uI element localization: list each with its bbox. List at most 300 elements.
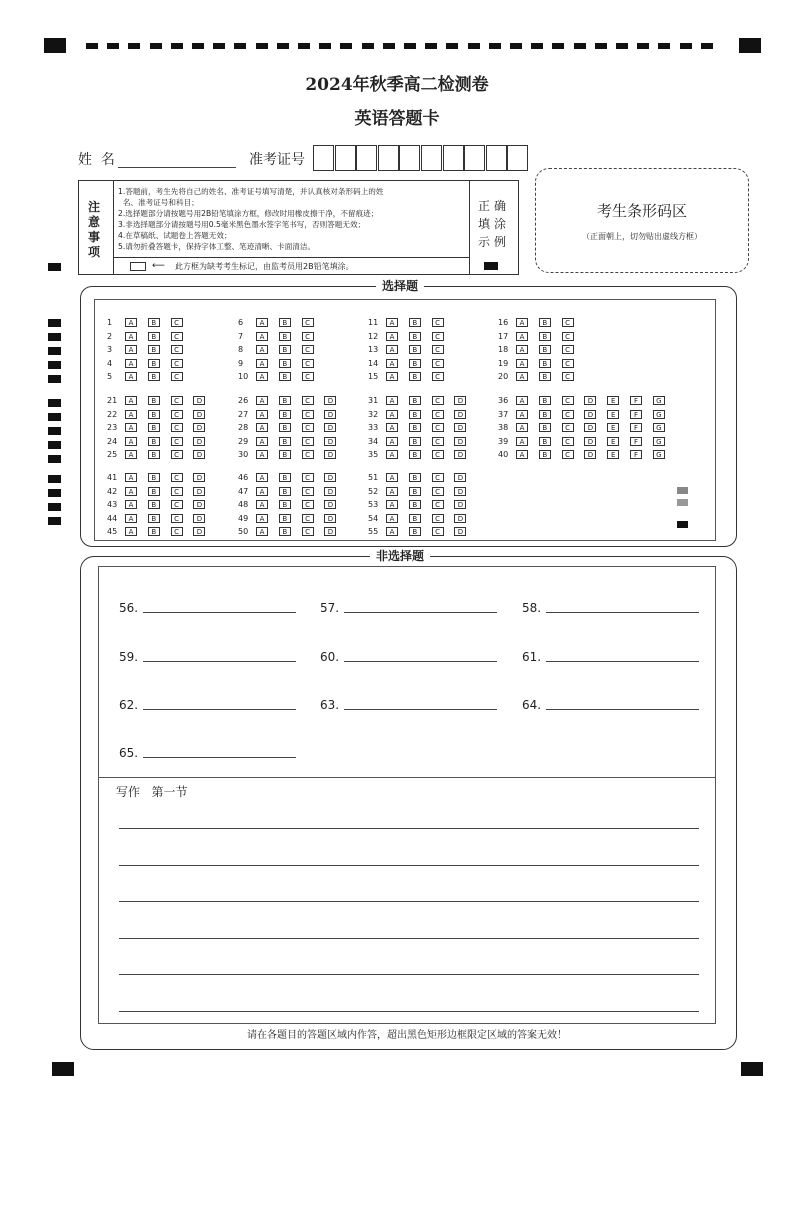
timing-mark (404, 43, 416, 49)
answer-option[interactable]: C (562, 318, 574, 327)
answer-option[interactable]: C (562, 345, 574, 354)
blank-answer-line[interactable] (344, 612, 497, 613)
answer-option[interactable]: D (584, 423, 596, 432)
filled-example-mark (484, 262, 498, 270)
answer-option[interactable]: A (125, 473, 137, 482)
answer-option[interactable]: A (256, 318, 268, 327)
answer-option[interactable]: B (148, 332, 160, 341)
answer-option[interactable]: C (302, 450, 314, 459)
answer-option[interactable]: C (432, 359, 444, 368)
answer-option[interactable]: A (386, 487, 398, 496)
answer-option[interactable]: B (279, 500, 291, 509)
answer-option[interactable]: A (125, 423, 137, 432)
example-heading-char: 示 (478, 235, 491, 249)
answer-option[interactable]: F (630, 450, 642, 459)
question-number: 54 (368, 513, 379, 523)
answer-option[interactable]: D (193, 487, 205, 496)
answer-option[interactable]: B (539, 345, 551, 354)
footer-warning: 请在各题目的答题区域内作答，超出黑色矩形边框限定区域的答案无效！ (247, 1030, 567, 1041)
notes-divider-right (469, 180, 470, 275)
answer-option[interactable]: C (562, 450, 574, 459)
answer-option[interactable]: C (171, 372, 183, 381)
notes-heading-char: 注 (88, 200, 101, 214)
answer-option[interactable]: A (125, 514, 137, 523)
answer-option[interactable]: D (324, 487, 336, 496)
answer-option[interactable]: C (432, 396, 444, 405)
id-digit-box[interactable] (335, 145, 356, 171)
answer-option[interactable]: C (302, 359, 314, 368)
answer-option[interactable]: A (256, 359, 268, 368)
writing-line[interactable] (119, 938, 699, 939)
answer-option[interactable]: B (539, 396, 551, 405)
question-number: 47 (238, 486, 249, 496)
answer-option[interactable]: B (409, 473, 421, 482)
answer-option[interactable]: A (516, 437, 528, 446)
timing-mark (234, 43, 246, 49)
answer-option[interactable]: C (432, 450, 444, 459)
answer-option[interactable]: A (125, 359, 137, 368)
blank-answer-line[interactable] (546, 709, 699, 710)
answer-option[interactable]: D (193, 396, 205, 405)
answer-option[interactable]: B (409, 410, 421, 419)
answer-option[interactable]: D (193, 437, 205, 446)
objective-section-label: 选择题 (376, 279, 424, 293)
answer-option[interactable]: B (279, 396, 291, 405)
answer-option[interactable]: D (324, 437, 336, 446)
question-number: 29 (238, 436, 249, 446)
answer-option[interactable]: C (171, 318, 183, 327)
answer-option[interactable]: C (432, 437, 444, 446)
answer-option[interactable]: A (386, 437, 398, 446)
answer-option[interactable]: A (516, 359, 528, 368)
question-number: 3 (107, 345, 113, 355)
answer-option[interactable]: A (386, 410, 398, 419)
answer-option[interactable]: B (409, 514, 421, 523)
objective-inner-frame (94, 299, 716, 541)
answer-option[interactable]: D (193, 423, 205, 432)
answer-option[interactable]: E (607, 410, 619, 419)
answer-option[interactable]: B (148, 437, 160, 446)
answer-option[interactable]: A (125, 500, 137, 509)
question-number: 9 (238, 358, 244, 368)
answer-option[interactable]: B (409, 527, 421, 536)
answer-option[interactable]: A (386, 345, 398, 354)
id-digit-box[interactable] (443, 145, 464, 171)
answer-option[interactable]: B (539, 437, 551, 446)
answer-option[interactable]: B (279, 527, 291, 536)
answer-option[interactable]: C (171, 450, 183, 459)
name-field[interactable] (118, 167, 236, 168)
answer-option[interactable]: C (171, 332, 183, 341)
writing-divider (98, 777, 716, 778)
answer-option[interactable]: A (386, 332, 398, 341)
answer-option[interactable]: C (562, 372, 574, 381)
notes-line: 4.在草稿纸、试题卷上答题无效； (118, 231, 232, 240)
answer-option[interactable]: A (256, 514, 268, 523)
answer-option[interactable]: C (432, 410, 444, 419)
answer-option[interactable]: D (454, 410, 466, 419)
answer-option[interactable]: B (148, 318, 160, 327)
answer-option[interactable]: D (584, 396, 596, 405)
blank-answer-line[interactable] (143, 709, 296, 710)
question-number: 17 (498, 331, 509, 341)
answer-option[interactable]: B (409, 396, 421, 405)
answer-option[interactable]: G (653, 410, 665, 419)
answer-option[interactable]: G (653, 450, 665, 459)
blank-answer-line[interactable] (344, 661, 497, 662)
answer-option[interactable]: A (516, 332, 528, 341)
timing-mark (128, 43, 140, 49)
answer-option[interactable]: F (630, 423, 642, 432)
answer-option[interactable]: B (148, 473, 160, 482)
answer-option[interactable]: C (302, 318, 314, 327)
answer-option[interactable]: B (279, 318, 291, 327)
answer-option[interactable]: B (148, 527, 160, 536)
answer-option[interactable]: A (516, 410, 528, 419)
answer-option[interactable]: A (125, 318, 137, 327)
absent-checkbox[interactable] (130, 262, 146, 271)
timing-mark (256, 43, 268, 49)
answer-option[interactable]: B (409, 487, 421, 496)
answer-option[interactable]: A (516, 318, 528, 327)
answer-option[interactable]: B (148, 423, 160, 432)
answer-option[interactable]: A (386, 450, 398, 459)
answer-option[interactable]: C (562, 359, 574, 368)
example-heading-char: 确 (494, 199, 507, 213)
writing-line[interactable] (119, 901, 699, 902)
barcode-note: （正面朝上，切勿贴出虚线方框） (582, 232, 702, 241)
answer-option[interactable]: G (653, 437, 665, 446)
answer-option[interactable]: C (171, 410, 183, 419)
answer-option[interactable]: A (125, 527, 137, 536)
timing-mark (48, 361, 61, 369)
answer-option[interactable]: D (324, 527, 336, 536)
answer-option[interactable]: C (432, 345, 444, 354)
answer-option[interactable]: B (409, 345, 421, 354)
answer-option[interactable]: C (432, 500, 444, 509)
answer-option[interactable]: F (630, 437, 642, 446)
answer-option[interactable]: C (302, 332, 314, 341)
answer-option[interactable]: A (386, 500, 398, 509)
answer-option[interactable]: D (193, 514, 205, 523)
answer-option[interactable]: C (302, 410, 314, 419)
writing-line[interactable] (119, 865, 699, 866)
name-label: 姓 名 (78, 152, 115, 168)
answer-option[interactable]: B (409, 423, 421, 432)
id-digit-box[interactable] (421, 145, 442, 171)
answer-option[interactable]: C (432, 372, 444, 381)
answer-option[interactable]: B (539, 423, 551, 432)
answer-option[interactable]: D (584, 437, 596, 446)
answer-option[interactable]: A (125, 345, 137, 354)
answer-option[interactable]: C (171, 500, 183, 509)
answer-option[interactable]: C (432, 487, 444, 496)
id-digit-box[interactable] (356, 145, 377, 171)
timing-mark (86, 43, 98, 49)
subjective-section-label: 非选择题 (370, 549, 430, 563)
answer-option[interactable]: D (584, 450, 596, 459)
blank-number: 65. (119, 746, 139, 760)
answer-option[interactable]: B (279, 423, 291, 432)
answer-option[interactable]: A (386, 527, 398, 536)
answer-option[interactable]: D (324, 514, 336, 523)
answer-option[interactable]: G (653, 396, 665, 405)
answer-option[interactable]: D (193, 527, 205, 536)
answer-option[interactable]: D (193, 410, 205, 419)
answer-option[interactable]: C (171, 345, 183, 354)
timing-mark (701, 43, 713, 49)
answer-option[interactable]: A (125, 410, 137, 419)
answer-option[interactable]: C (562, 410, 574, 419)
answer-option[interactable]: B (539, 450, 551, 459)
answer-option[interactable]: A (125, 396, 137, 405)
answer-option[interactable]: C (562, 437, 574, 446)
answer-option[interactable]: D (584, 410, 596, 419)
answer-option[interactable]: D (324, 450, 336, 459)
blank-answer-line[interactable] (546, 612, 699, 613)
blank-answer-line[interactable] (546, 661, 699, 662)
question-number: 28 (238, 423, 249, 433)
answer-option[interactable]: A (125, 332, 137, 341)
timing-mark (48, 319, 61, 327)
answer-option[interactable]: D (324, 410, 336, 419)
answer-option[interactable]: G (653, 423, 665, 432)
answer-option[interactable]: B (148, 345, 160, 354)
answer-option[interactable]: B (539, 359, 551, 368)
exam-title: 2024年秋季高二检测卷 (305, 75, 489, 95)
answer-option[interactable]: B (279, 437, 291, 446)
answer-option[interactable]: A (516, 345, 528, 354)
answer-option[interactable]: A (516, 372, 528, 381)
answer-option[interactable]: B (409, 359, 421, 368)
answer-option[interactable]: C (302, 487, 314, 496)
answer-option[interactable]: B (279, 345, 291, 354)
answer-option[interactable]: A (125, 437, 137, 446)
timing-mark (48, 475, 61, 483)
answer-option[interactable]: D (454, 487, 466, 496)
answer-option[interactable]: A (256, 410, 268, 419)
corner-mark-bottom-left (52, 1062, 74, 1076)
answer-option[interactable]: B (148, 450, 160, 459)
answer-option[interactable]: C (302, 527, 314, 536)
answer-option[interactable]: D (454, 514, 466, 523)
writing-line[interactable] (119, 828, 699, 829)
writing-line[interactable] (119, 974, 699, 975)
answer-option[interactable]: A (125, 450, 137, 459)
answer-option[interactable]: B (409, 450, 421, 459)
answer-option[interactable]: A (516, 423, 528, 432)
answer-option[interactable]: B (148, 487, 160, 496)
blank-number: 64. (522, 698, 542, 712)
answer-option[interactable]: D (193, 473, 205, 482)
timing-mark (637, 43, 649, 49)
timing-mark (425, 43, 437, 49)
answer-option[interactable]: C (432, 473, 444, 482)
answer-option[interactable]: B (148, 500, 160, 509)
answer-option[interactable]: D (324, 396, 336, 405)
answer-option[interactable]: A (386, 318, 398, 327)
answer-option[interactable]: E (607, 450, 619, 459)
answer-option[interactable]: A (256, 372, 268, 381)
answer-option[interactable]: C (432, 318, 444, 327)
answer-option[interactable]: D (324, 500, 336, 509)
answer-option[interactable]: C (171, 423, 183, 432)
question-number: 33 (368, 423, 379, 433)
answer-option[interactable]: C (432, 514, 444, 523)
answer-option[interactable]: A (256, 423, 268, 432)
answer-option[interactable]: C (432, 423, 444, 432)
answer-option[interactable]: B (539, 318, 551, 327)
answer-option[interactable]: C (171, 396, 183, 405)
question-number: 39 (498, 436, 509, 446)
answer-option[interactable]: C (302, 500, 314, 509)
answer-option[interactable]: A (256, 487, 268, 496)
answer-option[interactable]: D (324, 473, 336, 482)
answer-option[interactable]: B (539, 372, 551, 381)
side-mark-1 (677, 487, 688, 494)
answer-option[interactable]: A (256, 437, 268, 446)
timing-mark (48, 375, 61, 383)
answer-option[interactable]: D (193, 450, 205, 459)
answer-option[interactable]: B (409, 318, 421, 327)
question-number: 2 (107, 331, 113, 341)
blank-answer-line[interactable] (344, 709, 497, 710)
answer-option[interactable]: B (409, 372, 421, 381)
answer-option[interactable]: D (454, 527, 466, 536)
answer-option[interactable]: C (302, 473, 314, 482)
answer-option[interactable]: D (193, 500, 205, 509)
answer-option[interactable]: D (454, 423, 466, 432)
id-digit-box[interactable] (378, 145, 399, 171)
answer-option[interactable]: C (432, 332, 444, 341)
answer-option[interactable]: B (409, 332, 421, 341)
answer-option[interactable]: B (279, 332, 291, 341)
answer-option[interactable]: A (386, 396, 398, 405)
answer-option[interactable]: A (256, 332, 268, 341)
answer-option[interactable]: B (539, 332, 551, 341)
writing-line[interactable] (119, 1011, 699, 1012)
answer-option[interactable]: A (256, 396, 268, 405)
question-number: 13 (368, 345, 379, 355)
answer-option[interactable]: B (539, 410, 551, 419)
answer-option[interactable]: A (386, 372, 398, 381)
answer-option[interactable]: C (302, 514, 314, 523)
answer-option[interactable]: C (302, 372, 314, 381)
answer-option[interactable]: B (148, 396, 160, 405)
timing-mark (48, 455, 61, 463)
timing-mark (383, 43, 395, 49)
answer-option[interactable]: E (607, 396, 619, 405)
answer-option[interactable]: A (256, 345, 268, 354)
answer-option[interactable]: A (516, 396, 528, 405)
answer-option[interactable]: A (125, 372, 137, 381)
answer-option[interactable]: D (324, 423, 336, 432)
answer-option[interactable]: C (302, 345, 314, 354)
answer-option[interactable]: C (171, 359, 183, 368)
answer-option[interactable]: D (454, 473, 466, 482)
answer-option[interactable]: D (454, 396, 466, 405)
answer-option[interactable]: A (256, 500, 268, 509)
answer-option[interactable]: E (607, 437, 619, 446)
answer-option[interactable]: C (171, 527, 183, 536)
answer-option[interactable]: D (454, 437, 466, 446)
answer-option[interactable]: C (171, 437, 183, 446)
blank-answer-line[interactable] (143, 612, 296, 613)
question-number: 21 (107, 396, 118, 405)
answer-option[interactable]: C (171, 473, 183, 482)
timing-mark (446, 43, 458, 49)
answer-option[interactable]: B (279, 372, 291, 381)
answer-option[interactable]: B (279, 450, 291, 459)
answer-option[interactable]: A (386, 473, 398, 482)
answer-option[interactable]: B (279, 473, 291, 482)
question-number: 42 (107, 486, 118, 496)
answer-option[interactable]: B (148, 359, 160, 368)
answer-option[interactable]: C (302, 396, 314, 405)
blank-number: 63. (320, 698, 340, 712)
side-mark-2 (677, 499, 688, 506)
writing-label: 写作 第一节 (116, 785, 188, 799)
answer-option[interactable]: A (386, 359, 398, 368)
answer-option[interactable]: A (386, 423, 398, 432)
blank-answer-line[interactable] (143, 757, 296, 758)
answer-option[interactable]: B (279, 514, 291, 523)
timing-mark (48, 347, 61, 355)
answer-option[interactable]: A (256, 527, 268, 536)
id-digit-box[interactable] (313, 145, 334, 171)
answer-option[interactable]: B (279, 487, 291, 496)
answer-option[interactable]: A (516, 450, 528, 459)
id-digit-box[interactable] (399, 145, 420, 171)
answer-option[interactable]: F (630, 410, 642, 419)
answer-option[interactable]: D (454, 500, 466, 509)
id-digit-box[interactable] (486, 145, 507, 171)
answer-option[interactable]: A (386, 514, 398, 523)
answer-option[interactable]: A (125, 487, 137, 496)
timing-mark (531, 43, 543, 49)
answer-option[interactable]: C (302, 437, 314, 446)
answer-option[interactable]: B (148, 372, 160, 381)
notes-line: 2.选择题部分请按题号用2B铅笔填涂方框，修改时用橡皮擦干净，不留痕迹； (118, 209, 379, 218)
question-number: 19 (498, 358, 509, 368)
answer-option[interactable]: C (302, 423, 314, 432)
absent-note: 此方框为缺考考生标记，由监考员用2B铅笔填涂。 (175, 262, 354, 271)
answer-option[interactable]: F (630, 396, 642, 405)
answer-option[interactable]: B (279, 359, 291, 368)
answer-option[interactable]: A (256, 450, 268, 459)
id-digit-box[interactable] (464, 145, 485, 171)
answer-option[interactable]: E (607, 423, 619, 432)
answer-option[interactable]: B (409, 500, 421, 509)
answer-option[interactable]: B (148, 410, 160, 419)
answer-option[interactable]: A (256, 473, 268, 482)
answer-option[interactable]: B (409, 437, 421, 446)
answer-option[interactable]: C (171, 514, 183, 523)
id-digit-box[interactable] (507, 145, 528, 171)
answer-option[interactable]: C (432, 527, 444, 536)
answer-option[interactable]: C (562, 396, 574, 405)
answer-option[interactable]: B (279, 410, 291, 419)
question-number: 11 (368, 318, 379, 327)
answer-option[interactable]: C (171, 487, 183, 496)
answer-option[interactable]: C (562, 332, 574, 341)
answer-option[interactable]: C (562, 423, 574, 432)
answer-option[interactable]: B (148, 514, 160, 523)
answer-option[interactable]: D (454, 450, 466, 459)
question-number: 53 (368, 500, 379, 510)
question-number: 36 (498, 396, 509, 405)
blank-answer-line[interactable] (143, 661, 296, 662)
